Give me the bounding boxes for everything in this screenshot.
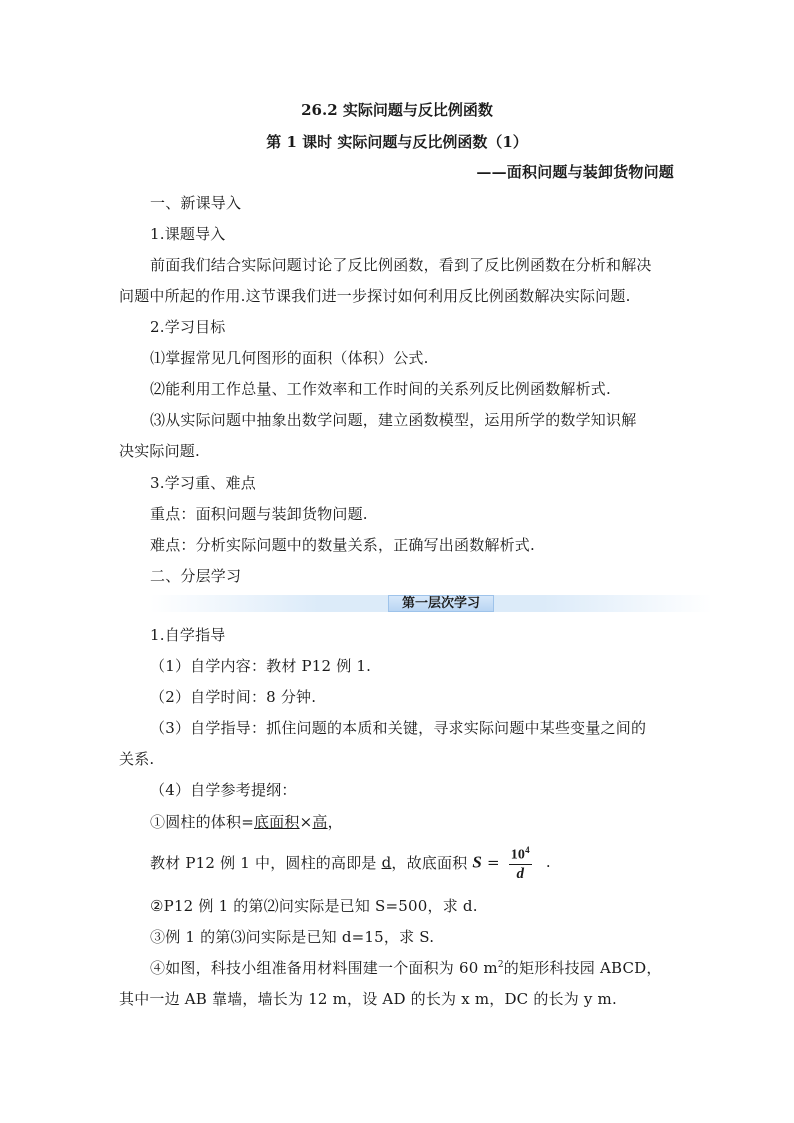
- difficulty: 难点：分析实际问题中的数量关系，正确写出函数解析式.: [150, 536, 535, 554]
- section-title: 26.2 实际问题与反比例函数: [301, 101, 493, 119]
- intro-heading: 1.课题导入: [150, 225, 226, 243]
- lesson-subtitle: 第 1 课时 实际问题与反比例函数（1）: [266, 133, 528, 151]
- intro-text-line1: 前面我们结合实际问题讨论了反比例函数，看到了反比例函数在分析和解决: [150, 256, 652, 274]
- formula-equals: =: [482, 853, 505, 872]
- outline-question-1b: [150, 842, 551, 883]
- self-study-item-3-line2: 关系.: [119, 750, 155, 768]
- outline-question-3: ③例 1 的第⑶问实际是已知 d=15，求 S.: [150, 928, 435, 946]
- goal-3-line2: 决实际问题.: [119, 442, 200, 460]
- outline-question-4-line2: 其中一边 AB 靠墙，墙长为 12 m，设 AD 的长为 x m，DC 的长为 y m.: [119, 990, 617, 1008]
- goal-2: ⑵能利用工作总量、工作效率和工作时间的关系列反比例函数解析式.: [150, 380, 611, 398]
- self-study-item-4: （4）自学参考提纲：: [150, 781, 297, 799]
- q4-line1-b: 的矩形科技园 ABCD，: [503, 959, 662, 977]
- q4-line1-a: ④如图，科技小组准备用材料围建一个面积为 60 m: [150, 959, 498, 977]
- q4-area-unit-exponent: 2: [497, 960, 504, 970]
- level-banner-label: 第一层次学习: [388, 595, 494, 612]
- section-header-layered-study: 二、分层学习: [150, 567, 242, 585]
- key-point: 重点：面积问题与装卸货物问题.: [150, 505, 368, 523]
- formula-numerator-base: 10: [510, 847, 526, 863]
- intro-text-line2: 问题中所起的作用.这节课我们进一步探讨如何利用反比例函数解决实际问题.: [119, 287, 631, 305]
- section-header-new-lesson: 一、新课导入: [150, 194, 242, 212]
- goal-3-line1: ⑶从实际问题中抽象出数学问题，建立函数模型，运用所学的数学知识解: [150, 411, 637, 429]
- outline-question-4-line1: [150, 957, 662, 978]
- q1b-blank-d: d: [381, 853, 392, 872]
- formula-fraction: [509, 842, 532, 883]
- self-study-item-1: （1）自学内容：教材 P12 例 1.: [150, 657, 372, 675]
- outline-question-2: ②P12 例 1 的第⑵问实际是已知 S=500，求 d.: [150, 897, 478, 915]
- q1b-prefix: 教材 P12 例 1 中，圆柱的高即是: [150, 853, 382, 872]
- q1-times: ×: [299, 813, 313, 831]
- topic-subtitle: ——面积问题与装卸货物问题: [476, 163, 674, 181]
- q1-prefix: ①圆柱的体积=: [150, 813, 254, 831]
- level-banner: [150, 595, 712, 612]
- formula-numerator: [509, 842, 532, 865]
- self-study-item-2: （2）自学时间：8 分钟.: [150, 688, 317, 706]
- formula-lhs: S: [472, 852, 483, 872]
- formula-denominator: d: [516, 865, 525, 882]
- outline-question-1: [150, 811, 343, 832]
- formula-tail: .: [545, 853, 551, 872]
- self-study-heading: 1.自学指导: [150, 626, 226, 644]
- goals-heading: 2.学习目标: [150, 318, 226, 336]
- q1-suffix: ，: [327, 813, 343, 831]
- keypoints-heading: 3.学习重、难点: [150, 474, 256, 492]
- q1-blank-height: 高: [312, 813, 328, 831]
- goal-1: ⑴掌握常见几何图形的面积（体积）公式.: [150, 349, 429, 367]
- formula-numerator-exponent: 4: [525, 845, 530, 855]
- self-study-item-3-line1: （3）自学指导：抓住问题的本质和关键，寻求实际问题中某些变量之间的: [150, 719, 647, 737]
- q1-blank-base-area: 底面积: [253, 813, 300, 831]
- q1b-mid: ，故底面积: [391, 853, 473, 872]
